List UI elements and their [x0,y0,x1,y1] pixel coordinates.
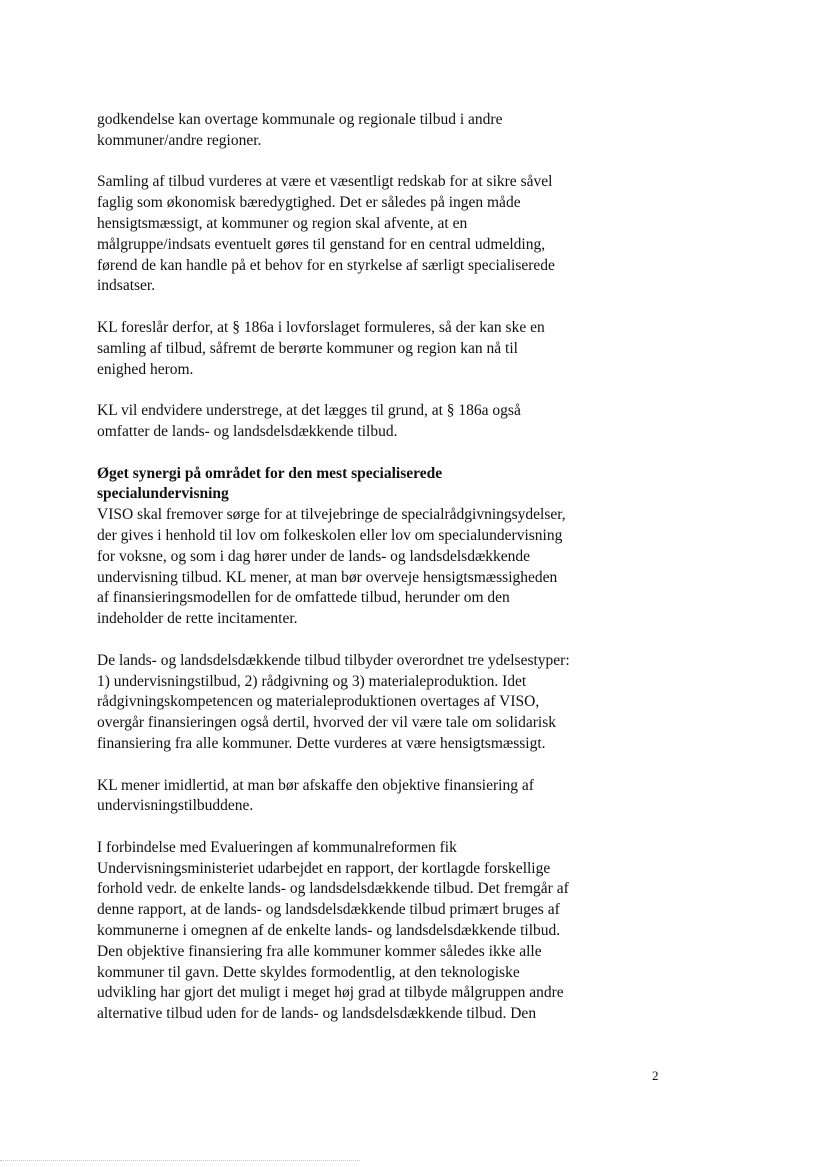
text-line: Samling af tilbud vurderes at være et væsentligt redskab for at sikre såvel [97,173,553,191]
document-body [97,110,697,1025]
text-line: denne rapport, at de lands- og landsdelsdækkende tilbud primært bruges af [97,901,560,919]
text-line: godkendelse kan overtage kommunale og regionale tilbud i andre [97,111,503,128]
text-line: De lands- og landsdelsdækkende tilbud tilbyder overordnet tre ydelsestyper: [97,651,570,669]
text-line: af finansieringsmodellen for de omfattede tilbud, herunder om den [97,589,510,607]
text-line: overgår finansieringen også dertil, hvorved der vil være tale om solidarisk [97,714,556,732]
text-line: kommunerne i omegnen af de enkelte lands- og landsdelsdækkende tilbud. [97,922,561,940]
text-line: der gives i henhold til lov om folkeskolen eller lov om specialundervisning [97,526,563,544]
text-line: faglig som økonomisk bæredygtighed. Det er således på ingen måde [97,194,521,212]
paragraph [97,651,697,755]
paragraph [97,776,697,818]
text-line: 1) undervisningstilbud, 2) rådgivning og 3) materialeproduktion. Idet [97,672,527,690]
text-line: for voksne, og som i dag hører under de lands- og landsdelsdækkende [97,547,531,565]
text-line: KL mener imidlertid, at man bør afskaffe den objektive finansiering af [97,776,534,794]
text-line: forhold vedr. de enkelte lands- og landsdelsdækkende tilbud. Det fremgår af [97,880,569,898]
paragraph [97,505,697,630]
text-line: enighed herom. [97,360,194,378]
paragraph [97,172,697,297]
heading-line: specialundervisning [97,485,229,503]
footer-divider [0,1160,360,1161]
text-line: undervisning tilbud. KL mener, at man bør overveje hensigtsmæssigheden [97,568,558,586]
text-line: Den objektive finansiering fra alle kommuner kommer således ikke alle [97,942,542,960]
text-line: VISO skal fremover sørge for at tilvejebringe de specialrådgivningsydelser, [97,506,566,524]
heading-line: Øget synergi på området for den mest specialiserede [97,464,443,482]
text-line: KL vil endvidere understrege, at det lægges til grund, at § 186a også [97,402,521,420]
text-line: finansiering fra alle kommuner. Dette vurderes at være hensigtsmæssigt. [97,734,546,752]
paragraph [97,318,697,380]
text-line: udvikling har gjort det muligt i meget høj grad at tilbyde målgruppen andre [97,984,564,1002]
text-line: rådgivningskompetencen og materialeproduktionen overtages af VISO, [97,693,540,711]
section-heading [97,464,697,506]
text-line: Undervisningsministeriet udarbejdet en rapport, der kortlagde forskellige [97,859,551,877]
page-number: 2 [652,1068,659,1083]
text-line: samling af tilbud, såfremt de berørte kommuner og region kan nå til [97,339,518,357]
text-line: indeholder de rette incitamenter. [97,610,298,628]
text-line: omfatter de lands- og landsdelsdækkende tilbud. [97,422,398,440]
text-line: indsatser. [97,277,156,295]
text-line: kommuner/andre regioner. [97,131,262,149]
paragraph [97,401,697,443]
text-line: målgruppe/indsats eventuelt gøres til genstand for en central udmelding, [97,235,546,253]
text-line: alternative tilbud uden for de lands- og landsdelsdækkende tilbud. Den [97,1005,537,1023]
text-line: I forbindelse med Evalueringen af kommunalreformen fik [97,838,457,856]
paragraph [97,838,697,1025]
text-line: kommuner til gavn. Dette skyldes formodentlig, at den teknologiske [97,963,520,981]
text-line: hensigtsmæssigt, at kommuner og region skal afvente, at en [97,214,468,232]
text-line: førend de kan handle på et behov for en styrkelse af særligt specialiserede [97,256,555,274]
text-line: undervisningstilbuddene. [97,797,254,815]
text-line: KL foreslår derfor, at § 186a i lovforslaget formuleres, så der kan ske en [97,318,545,336]
paragraph [97,110,697,152]
